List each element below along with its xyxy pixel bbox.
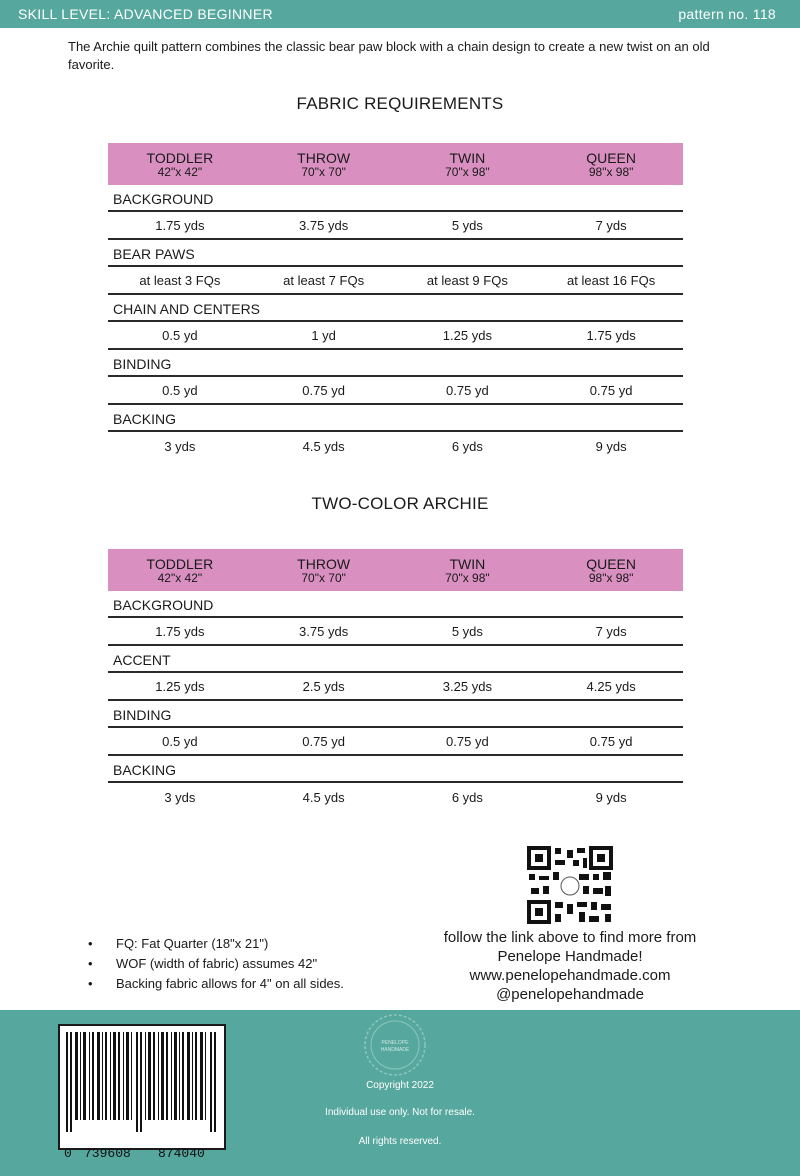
intro-text: The Archie quilt pattern combines the classic bear paw block with a chain design to create a new twist on an old favorite. [68,39,710,72]
note-item: • Backing fabric allows for 4" on all sides. [88,974,344,994]
category-label: BACKGROUND [108,591,683,618]
footer-bar [0,1010,800,1176]
table-row: 1.25 yds 2.5 yds 3.25 yds 4.25 yds [108,673,683,701]
category-label: BACKING [108,756,683,783]
table-row: 0.5 yd 1 yd 1.25 yds 1.75 yds [108,322,683,350]
two-color-table [108,549,683,811]
category-label: BACKGROUND [108,185,683,212]
category-label: BINDING [108,350,683,377]
table-row: 1.75 yds 3.75 yds 5 yds 7 yds [108,212,683,240]
category-label: BEAR PAWS [108,240,683,267]
note-item: • FQ: Fat Quarter (18"x 21") [88,934,344,954]
pattern-number: pattern no. 118 [678,6,776,22]
column-header: QUEEN 98"x 98" [586,150,637,179]
column-header: THROW 70"x 70" [297,556,351,585]
barcode: 0 739608 874040 [58,1024,226,1150]
rights-text: All rights reserved. [358,1136,442,1147]
table-header [108,143,683,185]
table-row: 1.75 yds 3.75 yds 5 yds 7 yds [108,618,683,646]
fabric-requirements-table [108,143,683,460]
category-label: BACKING [108,405,683,432]
note-item: • WOF (width of fabric) assumes 42" [88,954,344,974]
skill-level: SKILL LEVEL: ADVANCED BEGINNER [18,6,273,22]
penelope-handmade-seal-logo [362,1012,428,1078]
table-row: 3 yds 4.5 yds 6 yds 9 yds [164,438,627,454]
social-handle[interactable]: @penelopehandmade [496,986,644,1003]
website-link[interactable]: www.penelopehandmade.com [469,967,671,984]
table-row: 0.5 yd 0.75 yd 0.75 yd 0.75 yd [108,728,683,756]
fabric-requirements-title: FABRIC REQUIREMENTS [296,94,504,113]
column-header: TODDLER 42"x 42" [146,150,214,179]
svg-text:HANDMADE: HANDMADE [380,1047,410,1053]
copyright-text: Copyright 2022 [366,1080,434,1091]
column-header: TODDLER 42"x 42" [146,556,214,585]
category-label: ACCENT [108,646,683,673]
column-header: TWIN 70"x 98" [445,150,490,179]
table-row: at least 3 FQs at least 7 FQs at least 9 FQs at least 16 FQs [108,267,683,295]
column-header: THROW 70"x 70" [297,150,351,179]
header-bar [0,0,800,28]
column-header: QUEEN 98"x 98" [586,556,637,585]
notes-list [88,934,344,994]
table-row: 3 yds 4.5 yds 6 yds 9 yds [164,789,627,805]
table-header [108,549,683,591]
category-label: BINDING [108,701,683,728]
two-color-title: TWO-COLOR ARCHIE [311,494,489,513]
usage-text: Individual use only. Not for resale. [325,1107,475,1118]
qr-code-icon[interactable] [527,846,613,924]
follow-text: follow the link above to find more from Penelope Handmade! www.penelopehandmade.com @penelopehandmade [410,928,730,1004]
svg-text:PENELOPE: PENELOPE [381,1040,409,1046]
table-row: 0.5 yd 0.75 yd 0.75 yd 0.75 yd [108,377,683,405]
category-label: CHAIN AND CENTERS [108,295,683,322]
column-header: TWIN 70"x 98" [445,556,490,585]
